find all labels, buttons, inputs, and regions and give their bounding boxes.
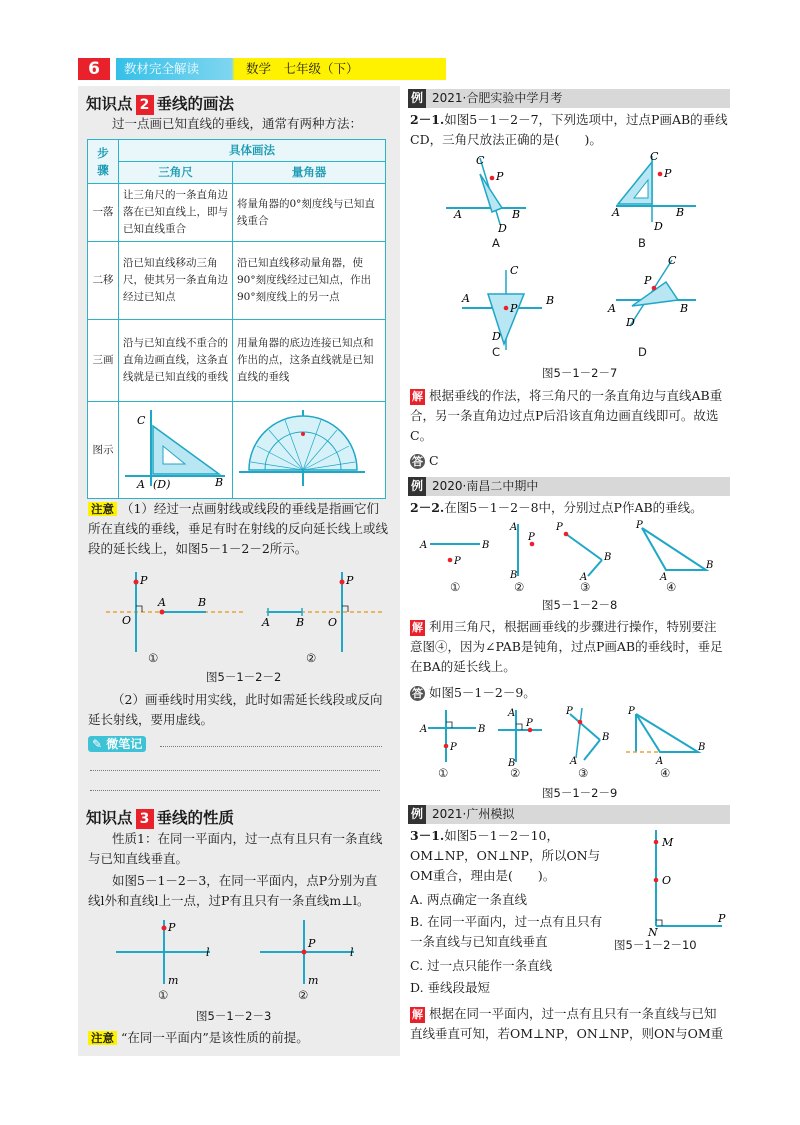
svg-text:A: A bbox=[510, 522, 518, 533]
svg-text:l: l bbox=[350, 946, 354, 959]
fig3-caption: 图5－1－2－3 bbox=[196, 1009, 272, 1023]
svg-text:B: B bbox=[680, 302, 689, 315]
step-name: 图示 bbox=[88, 402, 119, 499]
fig8-label-1: ① bbox=[450, 580, 461, 594]
svg-text:P: P bbox=[718, 912, 726, 925]
svg-text:O: O bbox=[122, 614, 132, 627]
svg-text:B: B bbox=[478, 724, 486, 735]
col-protractor: 量角器 bbox=[233, 162, 386, 184]
example-header: 例 2021·广州模拟 bbox=[408, 805, 730, 824]
svg-text:P: P bbox=[454, 556, 461, 567]
svg-text:P: P bbox=[510, 302, 518, 315]
step-tri: 让三角尺的一条直角边落在已知直线上，即与已知直线重合 bbox=[119, 184, 233, 242]
svg-text:P: P bbox=[140, 574, 148, 587]
svg-text:A: A bbox=[420, 724, 428, 735]
svg-text:P: P bbox=[168, 921, 176, 934]
svg-text:C: C bbox=[650, 150, 659, 163]
ex3-option-c: C. 过一点只能作一条直线 bbox=[410, 958, 553, 973]
fig-5-1-2-9 bbox=[416, 706, 726, 768]
micro-note-label: ✎ 微笔记 bbox=[88, 736, 146, 752]
fig7-caption: 图5－1－2－7 bbox=[542, 366, 618, 380]
example-header: 例 2020·南昌二中期中 bbox=[408, 477, 730, 496]
svg-text:A: A bbox=[608, 302, 616, 315]
kp2-title: 垂线的画法 bbox=[156, 95, 235, 113]
note-line bbox=[90, 770, 380, 771]
fig3-label-1: ① bbox=[158, 988, 169, 1002]
kp2-number: 2 bbox=[136, 95, 154, 115]
ex3-option-b: B. 在同一平面内，过一点有且只有一条直线与已知直线垂直 bbox=[410, 914, 603, 949]
svg-text:P: P bbox=[628, 706, 635, 717]
ex3-option-d: D. 垂线段最短 bbox=[410, 980, 491, 995]
svg-text:N: N bbox=[648, 926, 658, 936]
svg-text:(D): (D) bbox=[153, 478, 171, 490]
option-c: C bbox=[492, 345, 501, 359]
svg-text:C: C bbox=[510, 264, 519, 277]
svg-text:D: D bbox=[498, 222, 507, 235]
fig-5-1-2-2 bbox=[96, 568, 386, 652]
svg-text:A: A bbox=[462, 292, 470, 305]
fig2-label-1: ① bbox=[148, 651, 159, 665]
kp3-title: 垂线的性质 bbox=[156, 809, 235, 827]
svg-text:A: A bbox=[508, 708, 516, 719]
svg-text:A: A bbox=[656, 756, 664, 767]
step-prot: 用量角器的底边连接已知点和作出的点，这条直线就是已知直线的垂线 bbox=[233, 320, 386, 402]
step-prot: 将量角器的0°刻度线与已知直线重合 bbox=[233, 184, 386, 242]
svg-text:B: B bbox=[510, 570, 518, 581]
fig-5-1-2-8 bbox=[416, 520, 726, 582]
ex3-solution: 解 根据在同一平面内，过一点有且只有一条直线与已知直线垂直可知，若OM⊥NP，ON⊥NP，则ON与OM重 bbox=[410, 1006, 724, 1041]
svg-text:D: D bbox=[654, 220, 663, 233]
step-name: 二移 bbox=[88, 242, 119, 320]
kp2-heading: 知识点 2 垂线的画法 bbox=[86, 95, 235, 113]
option-d: D bbox=[638, 345, 647, 359]
svg-text:B: B bbox=[676, 206, 685, 219]
svg-text:m: m bbox=[308, 974, 319, 987]
svg-text:C: C bbox=[137, 414, 146, 427]
svg-text:B: B bbox=[215, 476, 224, 489]
fig9-label-2: ② bbox=[510, 766, 521, 780]
methods-table bbox=[87, 139, 386, 499]
header-banner bbox=[116, 58, 446, 80]
fig-5-1-2-10 bbox=[612, 826, 732, 936]
svg-text:B: B bbox=[296, 616, 305, 629]
svg-text:B: B bbox=[508, 758, 516, 768]
note-line bbox=[160, 746, 382, 747]
svg-text:P: P bbox=[450, 742, 457, 753]
svg-text:l: l bbox=[206, 946, 210, 959]
kp3-property: 性质1：在同一平面内，过一点有且只有一条直线与已知直线垂直。 bbox=[88, 831, 383, 866]
fig-5-1-2-7 bbox=[440, 150, 700, 364]
kp3-note: 注意 “在同一平面内”是该性质的前提。 bbox=[88, 1028, 309, 1048]
svg-text:A: A bbox=[158, 596, 166, 609]
example-source: 2021·广州模拟 bbox=[432, 807, 515, 821]
kp3-example: 如图5－1－2－3，在同一平面内，点P分别为直线l外和直线l上一点，过P有且只有一条直线m⊥l。 bbox=[88, 873, 378, 908]
kp2-intro: 过一点画已知直线的垂线，通常有两种方法： bbox=[112, 116, 363, 131]
protractor-figure bbox=[237, 404, 367, 490]
svg-text:C: C bbox=[668, 254, 677, 267]
svg-text:O: O bbox=[328, 616, 338, 629]
tri-illustration bbox=[119, 402, 233, 499]
fig3-label-2: ② bbox=[298, 988, 309, 1002]
kp3-heading: 知识点 3 垂线的性质 bbox=[86, 809, 235, 827]
ex3-option-a: A. 两点确定一条直线 bbox=[410, 892, 527, 907]
example-source: 2020·南昌二中期中 bbox=[432, 479, 539, 493]
note-1 bbox=[88, 499, 388, 559]
svg-text:B: B bbox=[602, 732, 610, 743]
option-b: B bbox=[638, 236, 646, 250]
fig8-label-4: ④ bbox=[666, 580, 677, 594]
ex2-solution: 解 利用三角尺，根据画垂线的步骤进行操作，特别要注意图④，因为∠PAB是钝角，过点P画AB的垂线时，垂足在BA的延长线上。 bbox=[410, 619, 723, 674]
svg-text:D: D bbox=[492, 330, 501, 343]
fig-5-1-2-3 bbox=[110, 918, 360, 988]
svg-text:P: P bbox=[556, 522, 563, 533]
svg-text:B: B bbox=[706, 560, 714, 571]
note-line bbox=[90, 790, 380, 791]
svg-text:A: A bbox=[660, 572, 668, 582]
example-question: 3－1.如图5－1－2－10，OM⊥NP，ON⊥NP，所以ON与OM重合，理由是( )。 bbox=[410, 828, 601, 883]
svg-text:P: P bbox=[566, 706, 573, 717]
svg-text:A: A bbox=[570, 756, 578, 767]
svg-text:B: B bbox=[198, 596, 207, 609]
step-name: 一落 bbox=[88, 184, 119, 242]
step-prot: 沿已知直线移动量角器，使90°刻度线经过已知点，作出90°刻度线上的另一点 bbox=[233, 242, 386, 320]
fig2-label-2: ② bbox=[306, 651, 317, 665]
ex1-answer: 答 C bbox=[412, 453, 439, 468]
example-question: 2－1.如图5－1－2－7，下列选项中，过点P画AB的垂线CD，三角尺放法正确的是( )。 bbox=[410, 112, 728, 147]
svg-text:P: P bbox=[528, 532, 535, 543]
svg-text:M: M bbox=[662, 836, 674, 849]
svg-text:P: P bbox=[664, 167, 672, 180]
option-a: A bbox=[492, 236, 500, 250]
svg-text:P: P bbox=[636, 520, 643, 531]
fig8-label-2: ② bbox=[514, 580, 525, 594]
svg-text:P: P bbox=[526, 718, 533, 729]
fig9-label-3: ③ bbox=[578, 766, 589, 780]
note-1-text: （1）经过一点画射线或线段的垂线是指画它们所在直线的垂线，垂足有时在射线的反向延长线上或线段的延长线上，如图5－1－2－2所示。 bbox=[88, 501, 389, 556]
svg-text:C: C bbox=[476, 154, 485, 167]
micro-note-header bbox=[88, 733, 146, 752]
svg-text:A: A bbox=[420, 540, 428, 551]
svg-text:A: A bbox=[612, 206, 620, 219]
kp3-number: 3 bbox=[136, 809, 154, 829]
col-method: 具体画法 bbox=[119, 140, 386, 162]
fig9-label-4: ④ bbox=[660, 766, 671, 780]
svg-text:P: P bbox=[644, 274, 652, 287]
fig2-caption: 图5－1－2－2 bbox=[206, 670, 282, 684]
page-number: 6 bbox=[78, 58, 110, 80]
svg-text:B: B bbox=[698, 742, 706, 753]
fig8-label-3: ③ bbox=[580, 580, 591, 594]
note-2: （2）画垂线时用实线，此时如需延长线段或反向延长射线，要用虚线。 bbox=[88, 692, 383, 727]
svg-text:A: A bbox=[454, 208, 462, 221]
col-step: 步骤 bbox=[88, 140, 119, 184]
note-tag: 注意 bbox=[88, 502, 117, 516]
ex2-answer: 答 如图5－1－2－9。 bbox=[412, 685, 536, 700]
svg-text:D: D bbox=[626, 316, 635, 329]
step-tri: 沿已知直线移动三角尺，使其另一条直角边经过已知点 bbox=[119, 242, 233, 320]
fig8-caption: 图5－1－2－8 bbox=[542, 598, 618, 612]
svg-text:m: m bbox=[168, 974, 179, 987]
fig9-caption: 图5－1－2－9 bbox=[542, 786, 618, 800]
example-question: 2－2.在图5－1－2－8中，分别过点P作AB的垂线。 bbox=[410, 500, 703, 515]
example-source: 2021·合肥实验中学月考 bbox=[432, 91, 563, 105]
prot-illustration bbox=[233, 402, 386, 499]
fig10-caption: 图5－1－2－10 bbox=[614, 938, 697, 952]
svg-text:O: O bbox=[662, 874, 672, 887]
svg-text:B: B bbox=[482, 540, 490, 551]
svg-text:B: B bbox=[512, 208, 521, 221]
triangle-ruler-figure bbox=[123, 404, 227, 490]
svg-text:B: B bbox=[546, 294, 555, 307]
example-header: 例 2021·合肥实验中学月考 bbox=[408, 89, 730, 108]
ex1-solution: 解 根据垂线的作法，将三角尺的一条直角边与直线AB重合，另一条直角边过点P后沿该直角边画直线即可。故选C。 bbox=[410, 388, 723, 443]
svg-text:A: A bbox=[262, 616, 270, 629]
svg-text:A: A bbox=[137, 478, 145, 490]
svg-text:P: P bbox=[308, 937, 316, 950]
fig9-label-1: ① bbox=[438, 766, 449, 780]
col-triangle: 三角尺 bbox=[119, 162, 233, 184]
book-title: 教材完全解读 bbox=[124, 61, 200, 76]
step-tri: 沿与已知直线不重合的直角边画直线，这条直线就是已知直线的垂线 bbox=[119, 320, 233, 402]
subject-grade: 数学 七年级（下） bbox=[246, 61, 359, 76]
svg-text:B: B bbox=[604, 552, 612, 563]
step-name: 三画 bbox=[88, 320, 119, 402]
svg-text:P: P bbox=[346, 574, 354, 587]
svg-text:A: A bbox=[580, 572, 588, 582]
svg-text:P: P bbox=[496, 170, 504, 183]
